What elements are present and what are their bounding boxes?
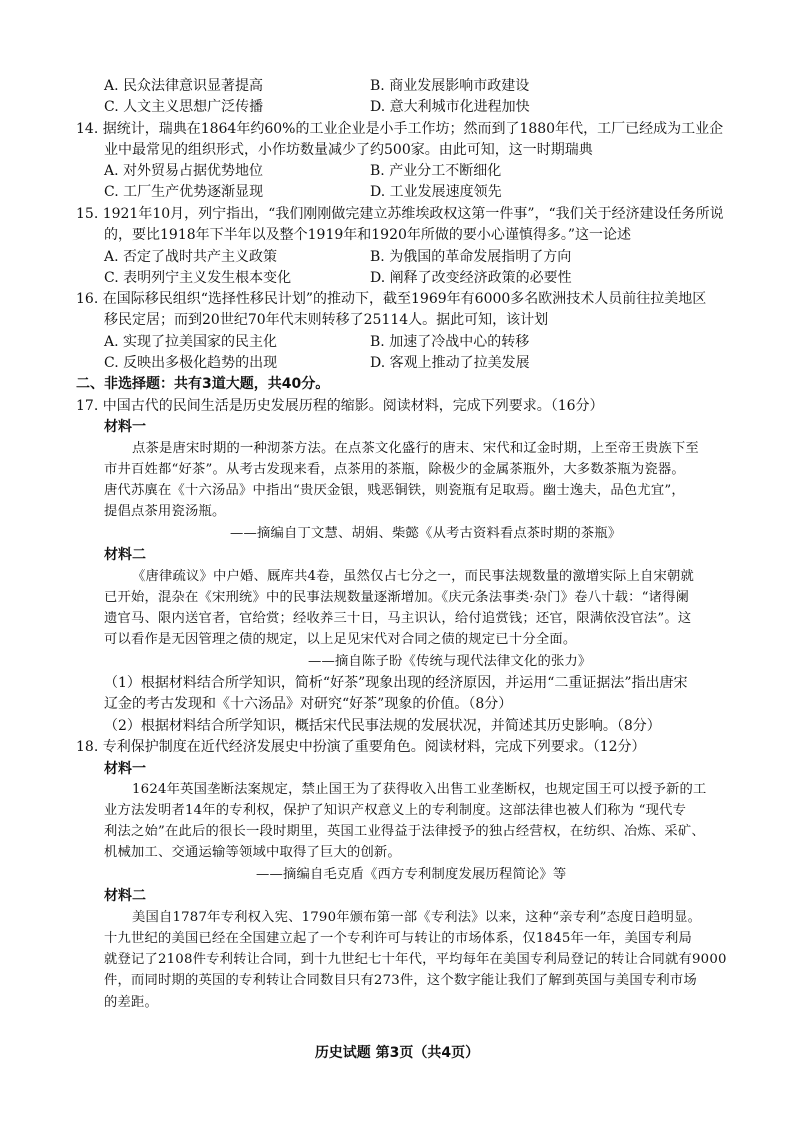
q17-question1-line2: 辽金的考古发现和《十六汤品》对研究“好茶”现象的价值。（8分） bbox=[104, 696, 513, 712]
q16-option-a: A. 实现了拉美国家的民主化 bbox=[104, 334, 278, 350]
q17-material1-line1: 点茶是唐宋时期的一种沏茶方法。在点茶文化盛行的唐末、宋代和辽金时期，上至帝王贵族下至 bbox=[132, 441, 699, 456]
q17-stem: 17. 中国古代的民间生活是历史发展历程的缩影。阅读材料，完成下列要求。（16分） bbox=[76, 398, 604, 414]
q15-stem-line1: 15. 1921年10月，列宁指出，“我们刚刚做完建立苏维埃政权这第一件事”，“我们关于经济建设任务所说 bbox=[76, 206, 724, 222]
q14-option-b: B. 产业分工不断细化 bbox=[370, 163, 502, 179]
q18-material2-line5: 的差距。 bbox=[104, 995, 158, 1010]
q16-option-d: D. 客观上推动了拉美发展 bbox=[370, 355, 530, 371]
q17-material1-title: 材料一 bbox=[104, 419, 146, 435]
section-heading: 二、非选择题：共有3道大题，共40分。 bbox=[76, 376, 330, 392]
q16-option-b: B. 加速了冷战中心的转移 bbox=[370, 334, 530, 350]
q15-option-a: A. 否定了战时共产主义政策 bbox=[104, 249, 278, 265]
q13-option-a: A. 民众法律意识显著提高 bbox=[104, 78, 264, 94]
q17-material1-line4: 提倡点茶用瓷汤瓶。 bbox=[104, 504, 226, 519]
q14-option-a: A. 对外贸易占据优势地位 bbox=[104, 163, 264, 179]
q17-question1-line1: （1）根据材料结合所学知识，简析“好茶”现象出现的经济原因，并运用“二重证据法”指出唐宋 bbox=[104, 675, 688, 691]
q18-material1-source: ——摘编自毛克盾《西方专利制度发展历程简论》等 bbox=[256, 867, 567, 882]
q18-material1-line1: 1624年英国垄断法案规定，禁止国王为了获得收入出售工业垄断权，也规定国王可以授予新的工 bbox=[132, 782, 707, 797]
q18-material2-line2: 十九世纪的美国已经在全国建立起了一个专利许可与转让的市场体系，仅1845年一年，美国专利局 bbox=[104, 931, 693, 946]
q15-stem-line2: 的，要比1918年下半年以及整个1919年和1920年所做的要小心谨慎得多。”这一论述 bbox=[104, 227, 632, 243]
q17-material2-line1: 《唐律疏议》中户婚、厩库共4卷，虽然仅占七分之一，而民事法规数量的激增实际上自宋朝就 bbox=[132, 569, 695, 584]
q15-option-b: B. 为俄国的革命发展指明了方向 bbox=[370, 249, 572, 265]
q14-option-d: D. 工业发展速度领先 bbox=[370, 184, 502, 200]
q18-material2-line4: 件，而同时期的英国的专利转让合同数目只有273件，这个数字能让我们了解到英国与美国专利市场 bbox=[104, 973, 697, 988]
q18-material1-line3: 利法之始”在此后的很长一段时期里，英国工业得益于法律授予的独占经营权，在纺织、冶炼、采矿、 bbox=[104, 824, 705, 839]
page-footer: 历史试题 第3页（共4页） bbox=[314, 1045, 480, 1061]
q13-option-b: B. 商业发展影响市政建设 bbox=[370, 78, 530, 94]
q15-option-c: C. 表明列宁主义发生根本变化 bbox=[104, 270, 292, 286]
q13-option-c: C. 人文主义思想广泛传播 bbox=[104, 99, 264, 115]
q18-material1-line2: 业方法发明者14年的专利权，保护了知识产权意义上的专利制度。这部法律也被人们称为 “现代专 bbox=[104, 803, 687, 818]
q17-material1-line2: 市井百姓都“好茶”。从考古发现来看，点茶用的茶瓶，除极少的金属茶瓶外，大多数茶瓶为瓷器。 bbox=[104, 462, 685, 477]
q18-material2-line3: 就登记了2108件专利转让合同，到十九世纪七十年代，平均每年在美国专利局登记的转让合同就有9000 bbox=[104, 952, 727, 967]
q18-stem: 18. 专利保护制度在近代经济发展史中扮演了重要角色。阅读材料，完成下列要求。（12分） bbox=[76, 739, 646, 755]
q18-material1-title: 材料一 bbox=[104, 761, 146, 777]
q18-material2-line1: 美国自1787年专利权入宪、1790年颁布第一部《专利法》以来，这种“亲专利”态度日趋明显。 bbox=[132, 910, 702, 925]
q14-stem-line2: 业中最常见的组织形式，小作坊数量减少了约500家。由此可知，这一时期瑞典 bbox=[104, 142, 593, 158]
q17-material2-line3: 遗官马、限内送官者，官给赏；经收养三十日，马主识认，给付追赏钱；还官，限满依没官法”。这 bbox=[104, 611, 692, 626]
q17-material2-line4: 可以看作是无因管理之债的规定，以上足见宋代对合同之债的规定已十分全面。 bbox=[104, 632, 577, 647]
q15-option-d: D. 阐释了改变经济政策的必要性 bbox=[370, 270, 572, 286]
q18-material1-line4: 机械加工、交通运输等领域中取得了巨大的创新。 bbox=[104, 845, 401, 860]
q17-material1-source: ——摘编自丁文慧、胡娟、柴懿《从考古资料看点茶时期的茶瓶》 bbox=[230, 526, 622, 541]
q14-stem-line1: 14. 据统计，瑞典在1864年约60%的工业企业是小手工作坊；然而到了1880年代，工厂已经成为工业企 bbox=[76, 121, 724, 137]
q18-material2-title: 材料二 bbox=[104, 888, 146, 904]
q16-stem-line1: 16. 在国际移民组织“选择性移民计划”的推动下，截至1969年有6000多名欧洲技术人员前往拉美地区 bbox=[76, 291, 707, 307]
q16-option-c: C. 反映出多极化趋势的出现 bbox=[104, 355, 278, 371]
q14-option-c: C. 工厂生产优势逐渐显现 bbox=[104, 184, 264, 200]
q17-material2-line2: 已开始，混杂在《宋刑统》中的民事法规数量逐渐增加。《庆元条法事类·杂门》卷八十载：“诸得阑 bbox=[104, 590, 690, 605]
q17-question2: （2）根据材料结合所学知识，概括宋代民事法规的发展状况，并简述其历史影响。（8分） bbox=[104, 718, 661, 734]
q17-material2-source: ——摘自陈子盼《传统与现代法律文化的张力》 bbox=[308, 654, 592, 669]
q17-material1-line3: 唐代苏廙在《十六汤品》中指出“贵厌金银，贱恶铜铁，则瓷瓶有足取焉。幽士逸夫，品色尤宜”， bbox=[104, 483, 685, 498]
q13-option-d: D. 意大利城市化进程加快 bbox=[370, 99, 530, 115]
q16-stem-line2: 移民定居；而到20世纪70年代末则转移了25114人。据此可知，该计划 bbox=[104, 312, 549, 328]
q17-material2-title: 材料二 bbox=[104, 547, 146, 563]
